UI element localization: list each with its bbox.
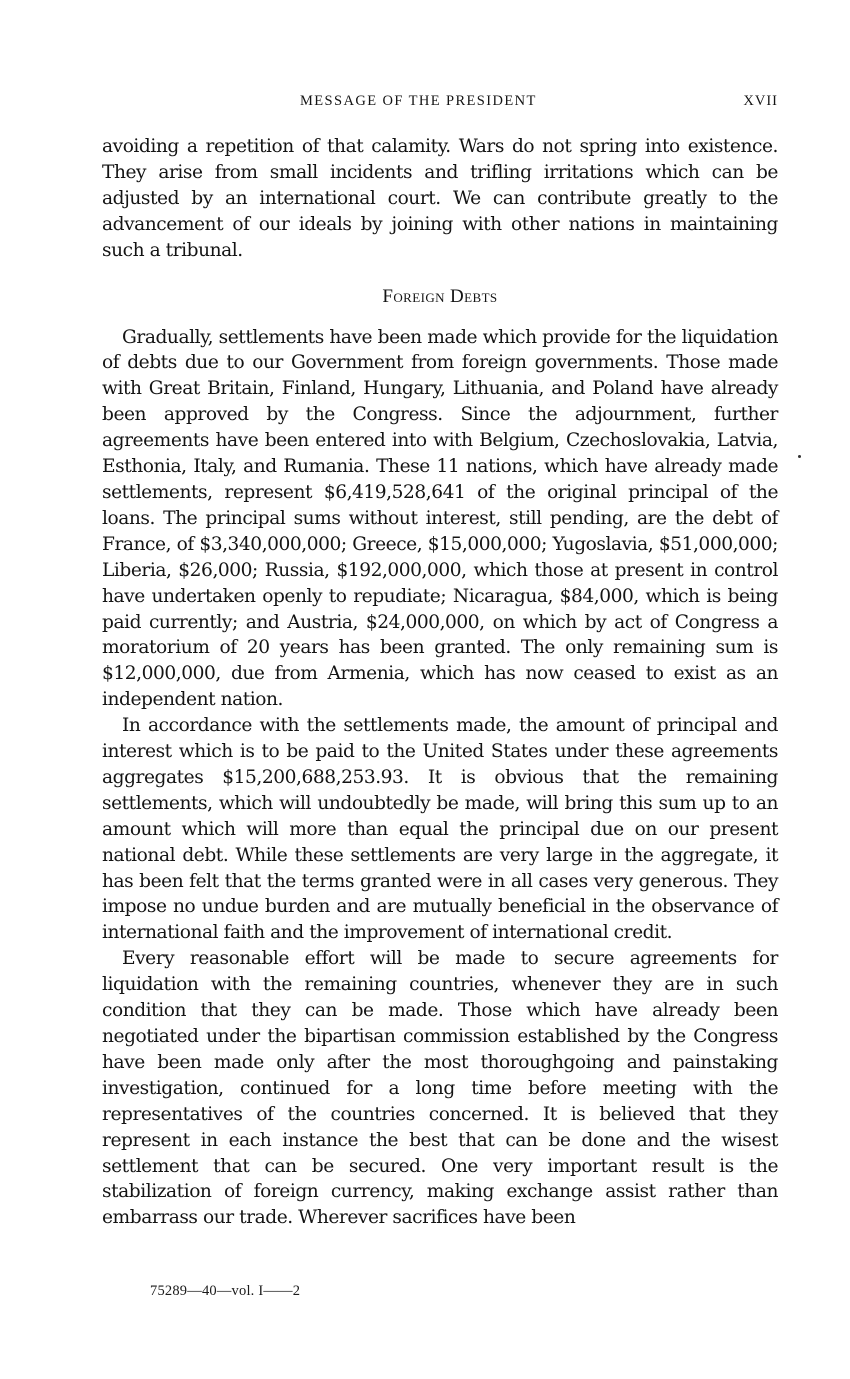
body-paragraph-2: In accordance with the settlements made, the amount of principal and interest which is to be paid to the United States under these agreements aggregates $15,200,688,253.93. It is obvious that the remaining settlements, which will undoubtedly be made, will bring this sum up to an amount which will more than equal the principal due on our present national debt. While these settlements are very large in the aggregate, it has been felt that the terms granted were in all cases very generous. They impose no undue burden and are mutually beneficial in the observance of international faith and the improvement of international credit. — [102, 715, 778, 944]
header-title: MESSAGE OF THE PRESIDENT — [300, 93, 537, 109]
body-paragraph-1: Gradually, settlements have been made which provide for the liquidation of debts due to our Government from foreign governments. Those made with Great Britain, Finland, Hungary, Lithuania, and Poland have already been approved by the Congress. Since the adjournment, further agreements have been entered into with Belgium, Czechoslovakia, Latvia, Esthonia, Italy, and Rumania. These 11 nations, which have already made settlements, represent $6,419,528,641 of the original principal of the loans. The principal sums without interest, still pending, are the debt of France, of $3,340,000,000; Greece, $15,000,000; Yugoslavia, $51,000,000; Liberia, $26,000; Russia, $192,000,000, which those at present in control have undertaken openly to repudiate; Nicaragua, $84,000, which is being paid currently; and Austria, $24,000,000, on which by act of Congress a moratorium of 20 years has been granted. The only remaining sum is $12,000,000, due from Armenia, which has now ceased to exist as an independent nation. — [102, 326, 778, 711]
running-header — [102, 90, 778, 112]
scan-speck — [798, 455, 801, 458]
document-page — [102, 90, 778, 1231]
section-heading: Foreign Debts — [382, 285, 498, 307]
body-paragraph-3: Every reasonable effort will be made to secure agreements for liquidation with the remaining countries, whenever they are in such condition that they can be made. Those which have already been negotiated under the bipartisan commission established by the Congress have been made only after the most thoroughgoing and painstaking investigation, continued for a long time before meeting with the representatives of the countries concerned. It is believed that they represent in each instance the best that can be done and the wisest settlement that can be secured. One very important result is the stabilization of foreign currency, making exchange assist rather than embarrass our trade. Wherever sacrifices have been — [102, 948, 778, 1229]
page-number: XVII — [743, 93, 778, 109]
intro-paragraph: avoiding a repetition of that calamity. Wars do not spring into existence. They arise from small incidents and trifling irritations which can be adjusted by an international court. We can contribute greatly to the advancement of our ideals by joining with other nations in maintaining such a tribunal. — [102, 136, 778, 261]
printer-signature: 75289—40—vol. I——2 — [150, 1283, 301, 1299]
